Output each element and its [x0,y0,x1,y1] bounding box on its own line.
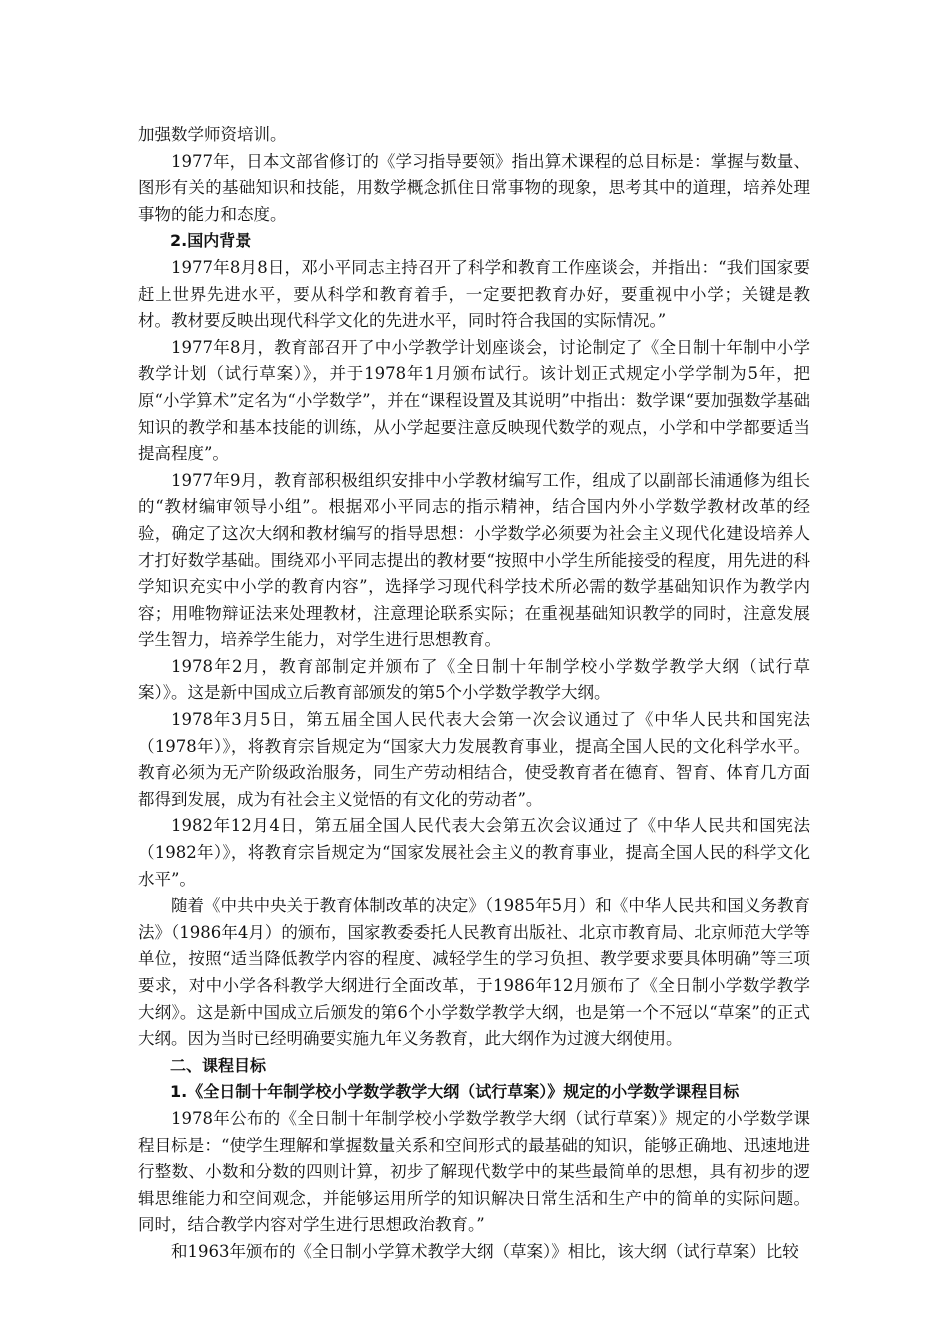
body-paragraph: 1978年公布的《全日制十年制学校小学数学教学大纲（试行草案）》规定的小学数学课程目标是：“使学生理解和掌握数量关系和空间形式的最基础的知识，能够正确地、迅速地进行整数、小数和分数的四则计算，初步了解现代数学中的某些最简单的思想，具有初步的逻辑思维能力和空间观念，并能够运用所学的知识解决日常生活和生产中的简单的实际问题。同时，结合教学内容对学生进行思想政治教育。” [138,1108,810,1235]
section-heading: 1.《全日制十年制学校小学数学教学大纲（试行草案）》规定的小学数学课程目标 [170,1082,740,1102]
body-paragraph: 1977年9月，教育部积极组织安排中小学教材编写工作，组成了以副部长浦通修为组长的“教材编审领导小组”。根据邓小平同志的指示精神，结合国内外小学数学教材改革的经验，确定了这次大纲和教材编写的指导思想：小学数学必须要为社会主义现代化建设培养人才打好数学基础。围绕邓小平同志提出的教材要“按照中小学生所能接受的程度，用先进的科学知识充实中小学的教育内容”，选择学习现代科学技术所必需的数学基础知识作为教学内容；用唯物辩证法来处理教材，注意理论联系实际；在重视基础知识教学的同时，注意发展学生智力，培养学生能力，对学生进行思想教育。 [138,470,810,650]
section-heading: 二、课程目标 [170,1055,267,1075]
body-paragraph: 和1963年颁布的《全日制小学算术教学大纲（草案）》相比，该大纲（试行草案）比较 [171,1241,799,1261]
document-page [138,122,810,1266]
body-paragraph: 1977年8月8日，邓小平同志主持召开了科学和教育工作座谈会，并指出：“我们国家要赶上世界先进水平，要从科学和教育着手，一定要把教育办好，要重视中小学；关键是教材。教材要反映出现代科学文化的先进水平，同时符合我国的实际情况。” [138,257,810,331]
body-paragraph: 1977年8月，教育部召开了中小学教学计划座谈会，讨论制定了《全日制十年制中小学教学计划（试行草案）》，并于1978年1月颁布试行。该计划正式规定小学学制为5年，把原“小学算术”定名为“小学数学”，并在“课程设置及其说明”中指出：数学课“要加强数学基础知识的教学和基本技能的训练，从小学起要注意反映现代数学的观点，小学和中学都要适当提高程度”。 [138,337,810,464]
body-paragraph: 1977年，日本文部省修订的《学习指导要领》指出算术课程的总目标是：掌握与数量、图形有关的基础知识和技能，用数学概念抓住日常事物的现象，思考其中的道理，培养处理事物的能力和态度。 [138,151,810,224]
body-paragraph: 1978年3月5日，第五届全国人民代表大会第一次会议通过了《中华人民共和国宪法（1978年）》，将教育宗旨规定为“国家大力发展教育事业，提高全国人民的文化科学水平。教育必须为无产阶级政治服务，同生产劳动相结合，使受教育者在德育、智育、体育几方面都得到发展，成为有社会主义觉悟的有文化的劳动者”。 [138,710,810,809]
body-paragraph: 随着《中共中央关于教育体制改革的决定》（1985年5月）和《中华人民共和国义务教育法》（1986年4月）的颁布，国家教委委托人民教育出版社、北京市教育局、北京师范大学等单位，按照“适当降低教学内容的程度、减轻学生的学习负担、教学要求要具体明确”等三项要求，对中小学各科教学大纲进行全面改革，于1986年12月颁布了《全日制小学数学教学大纲》。这是新中国成立后颁发的第6个小学数学教学大纲，也是第一个不冠以“草案”的正式大纲。因为当时已经明确要实施九年义务教育，此大纲作为过渡大纲使用。 [138,896,810,1049]
body-paragraph: 1978年2月，教育部制定并颁布了《全日制十年制学校小学数学教学大纲（试行草案）》。这是新中国成立后教育部颁发的第5个小学数学教学大纲。 [138,656,810,703]
body-paragraph: 1982年12月4日，第五届全国人民代表大会第五次会议通过了《中华人民共和国宪法（1982年）》，将教育宗旨规定为“国家发展社会主义的教育事业，提高全国人民的科学文化水平”。 [138,816,810,889]
body-paragraph: 加强数学师资培训。 [138,125,287,144]
section-heading: 2.国内背景 [170,231,252,251]
